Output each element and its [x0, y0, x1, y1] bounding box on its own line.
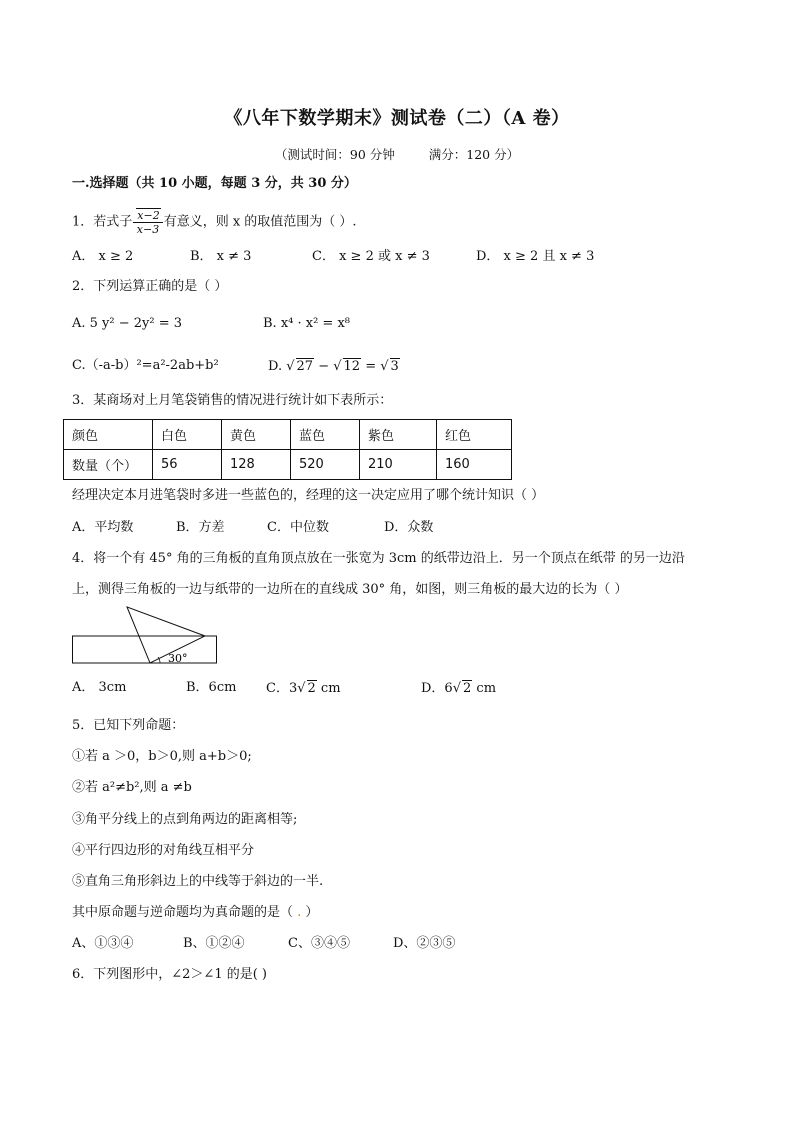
- q1-prefix: 1．若式子: [72, 214, 133, 230]
- q5-question: [72, 905, 318, 921]
- q4-c-rad: 2: [307, 681, 316, 696]
- angle-label: 30°: [168, 652, 188, 665]
- q5-proposition-5: ⑤直角三角形斜边上的中线等于斜边的一半.: [72, 874, 324, 889]
- q2-d-minus: −: [314, 359, 334, 374]
- q2-option-b: B. x⁴ · x² = x⁸: [263, 316, 351, 331]
- q5-proposition-1: ①若 a ＞0，b＞0,则 a+b＞0;: [72, 749, 252, 764]
- q4-c-unit: cm: [316, 681, 341, 696]
- page-title: 《八年下数学期末》测试卷（二）（A 卷）: [224, 108, 570, 129]
- q1-denominator: x−3: [136, 223, 160, 236]
- exam-subtitle: [0, 145, 794, 163]
- q2-d-label: D.: [268, 359, 283, 374]
- table-cell: 160: [437, 450, 512, 480]
- q2-option-c: C.（-a-b）²=a²-2ab+b²: [72, 358, 219, 373]
- table-cell: 蓝色: [291, 420, 360, 450]
- q1-suffix: 有意义，则 x 的取值范围为（ ）.: [163, 214, 357, 230]
- q4-option-a: A． 3cm: [72, 680, 127, 695]
- question-6-stem: 6．下列图形中，∠2＞∠1 的是( ): [72, 967, 268, 982]
- q4-option-d: D．6√ 2 cm: [421, 681, 497, 696]
- q1-fraction: [133, 208, 162, 236]
- question-2-stem: 2．下列运算正确的是（ ）: [72, 279, 228, 294]
- q2-d-rad3: 3: [390, 359, 399, 374]
- table-cell: 白色: [153, 420, 222, 450]
- question-4-line-1: 4．将一个有 45° 角的三角板的直角顶点放在一张宽为 3cm 的纸带边沿上．另一个顶点在纸带 的另一边沿: [72, 551, 685, 566]
- q4-option-c: C．3√ 2 cm: [266, 681, 341, 696]
- q5-option-b: B、①②④: [183, 936, 245, 951]
- q3-option-b: B．方差: [176, 520, 225, 535]
- q4-c-coef: C．3: [266, 681, 298, 696]
- q1-option-b: B． x ≠ 3: [190, 249, 252, 264]
- test-time: （测试时间：90 分钟: [274, 147, 395, 162]
- q1-option-c: C． x ≥ 2 或 x ≠ 3: [312, 249, 430, 264]
- q4-d-coef: D．6: [421, 681, 453, 696]
- q3-option-a: A．平均数: [72, 520, 134, 535]
- q1-numerator: x−2: [137, 209, 160, 222]
- q2-option-a: A. 5 y² − 2y² = 3: [72, 316, 183, 331]
- question-4-line-2: 上，测得三角板的一边与纸带的一边所在的直线成 30° 角，如图，则三角板的最大边的长为（ ）: [72, 582, 628, 597]
- question-5-stem: 5．已知下列命题：: [72, 718, 185, 733]
- q2-d-rad1: 27: [296, 359, 314, 374]
- table-row: [64, 450, 512, 480]
- section-heading: 一.选择题（共 10 小题，每题 3 分，共 30 分）: [72, 176, 357, 191]
- sales-table: [63, 419, 512, 480]
- q1-option-a: A． x ≥ 2: [72, 249, 134, 264]
- table-header-row: [64, 420, 512, 450]
- q5-option-c: C、③④⑤: [288, 936, 350, 951]
- q5-question-end: ）: [305, 905, 319, 920]
- table-cell: 128: [222, 450, 291, 480]
- q2-option-d: D. √ 27 − √ 12 = √ 3: [268, 359, 399, 374]
- table-cell: 颜色: [64, 420, 153, 450]
- table-cell: 56: [153, 450, 222, 480]
- table-cell: 黄色: [222, 420, 291, 450]
- q5-proposition-2: ②若 a²≠b²,则 a ≠b: [72, 780, 192, 795]
- table-cell: 210: [360, 450, 437, 480]
- triangle-strip-figure: [72, 605, 222, 667]
- table-cell: 紫色: [360, 420, 437, 450]
- q5-proposition-4: ④平行四边形的对角线互相平分: [72, 843, 255, 858]
- table-cell: 数量（个）: [64, 450, 153, 480]
- q5-proposition-3: ③角平分线上的点到角两边的距离相等;: [72, 812, 298, 827]
- q1-option-d: D． x ≥ 2 且 x ≠ 3: [476, 249, 595, 264]
- question-3-stem: 3．某商场对上月笔袋销售的情况进行统计如下表所示：: [72, 393, 393, 408]
- q3-option-d: D．众数: [384, 520, 434, 535]
- full-score: 满分：120 分）: [428, 147, 520, 162]
- table-cell: 红色: [437, 420, 512, 450]
- q5-answer-mark: .: [293, 905, 306, 920]
- q4-d-rad: 2: [463, 681, 472, 696]
- q5-option-a: A、①③④: [72, 936, 134, 951]
- q3-option-c: C．中位数: [267, 520, 329, 535]
- question-1-stem: [72, 208, 357, 236]
- q2-d-eq: =: [361, 359, 381, 374]
- q5-option-d: D、②③⑤: [393, 936, 456, 951]
- q4-d-unit: cm: [472, 681, 497, 696]
- q2-d-rad2: 12: [343, 359, 361, 374]
- table-cell: 520: [291, 450, 360, 480]
- q5-question-text: 其中原命题与逆命题均为真命题的是（: [72, 905, 294, 920]
- q3-question: 经理决定本月进笔袋时多进一些蓝色的，经理的这一决定应用了哪个统计知识（ ）: [72, 488, 545, 503]
- q4-option-b: B．6cm: [186, 680, 237, 695]
